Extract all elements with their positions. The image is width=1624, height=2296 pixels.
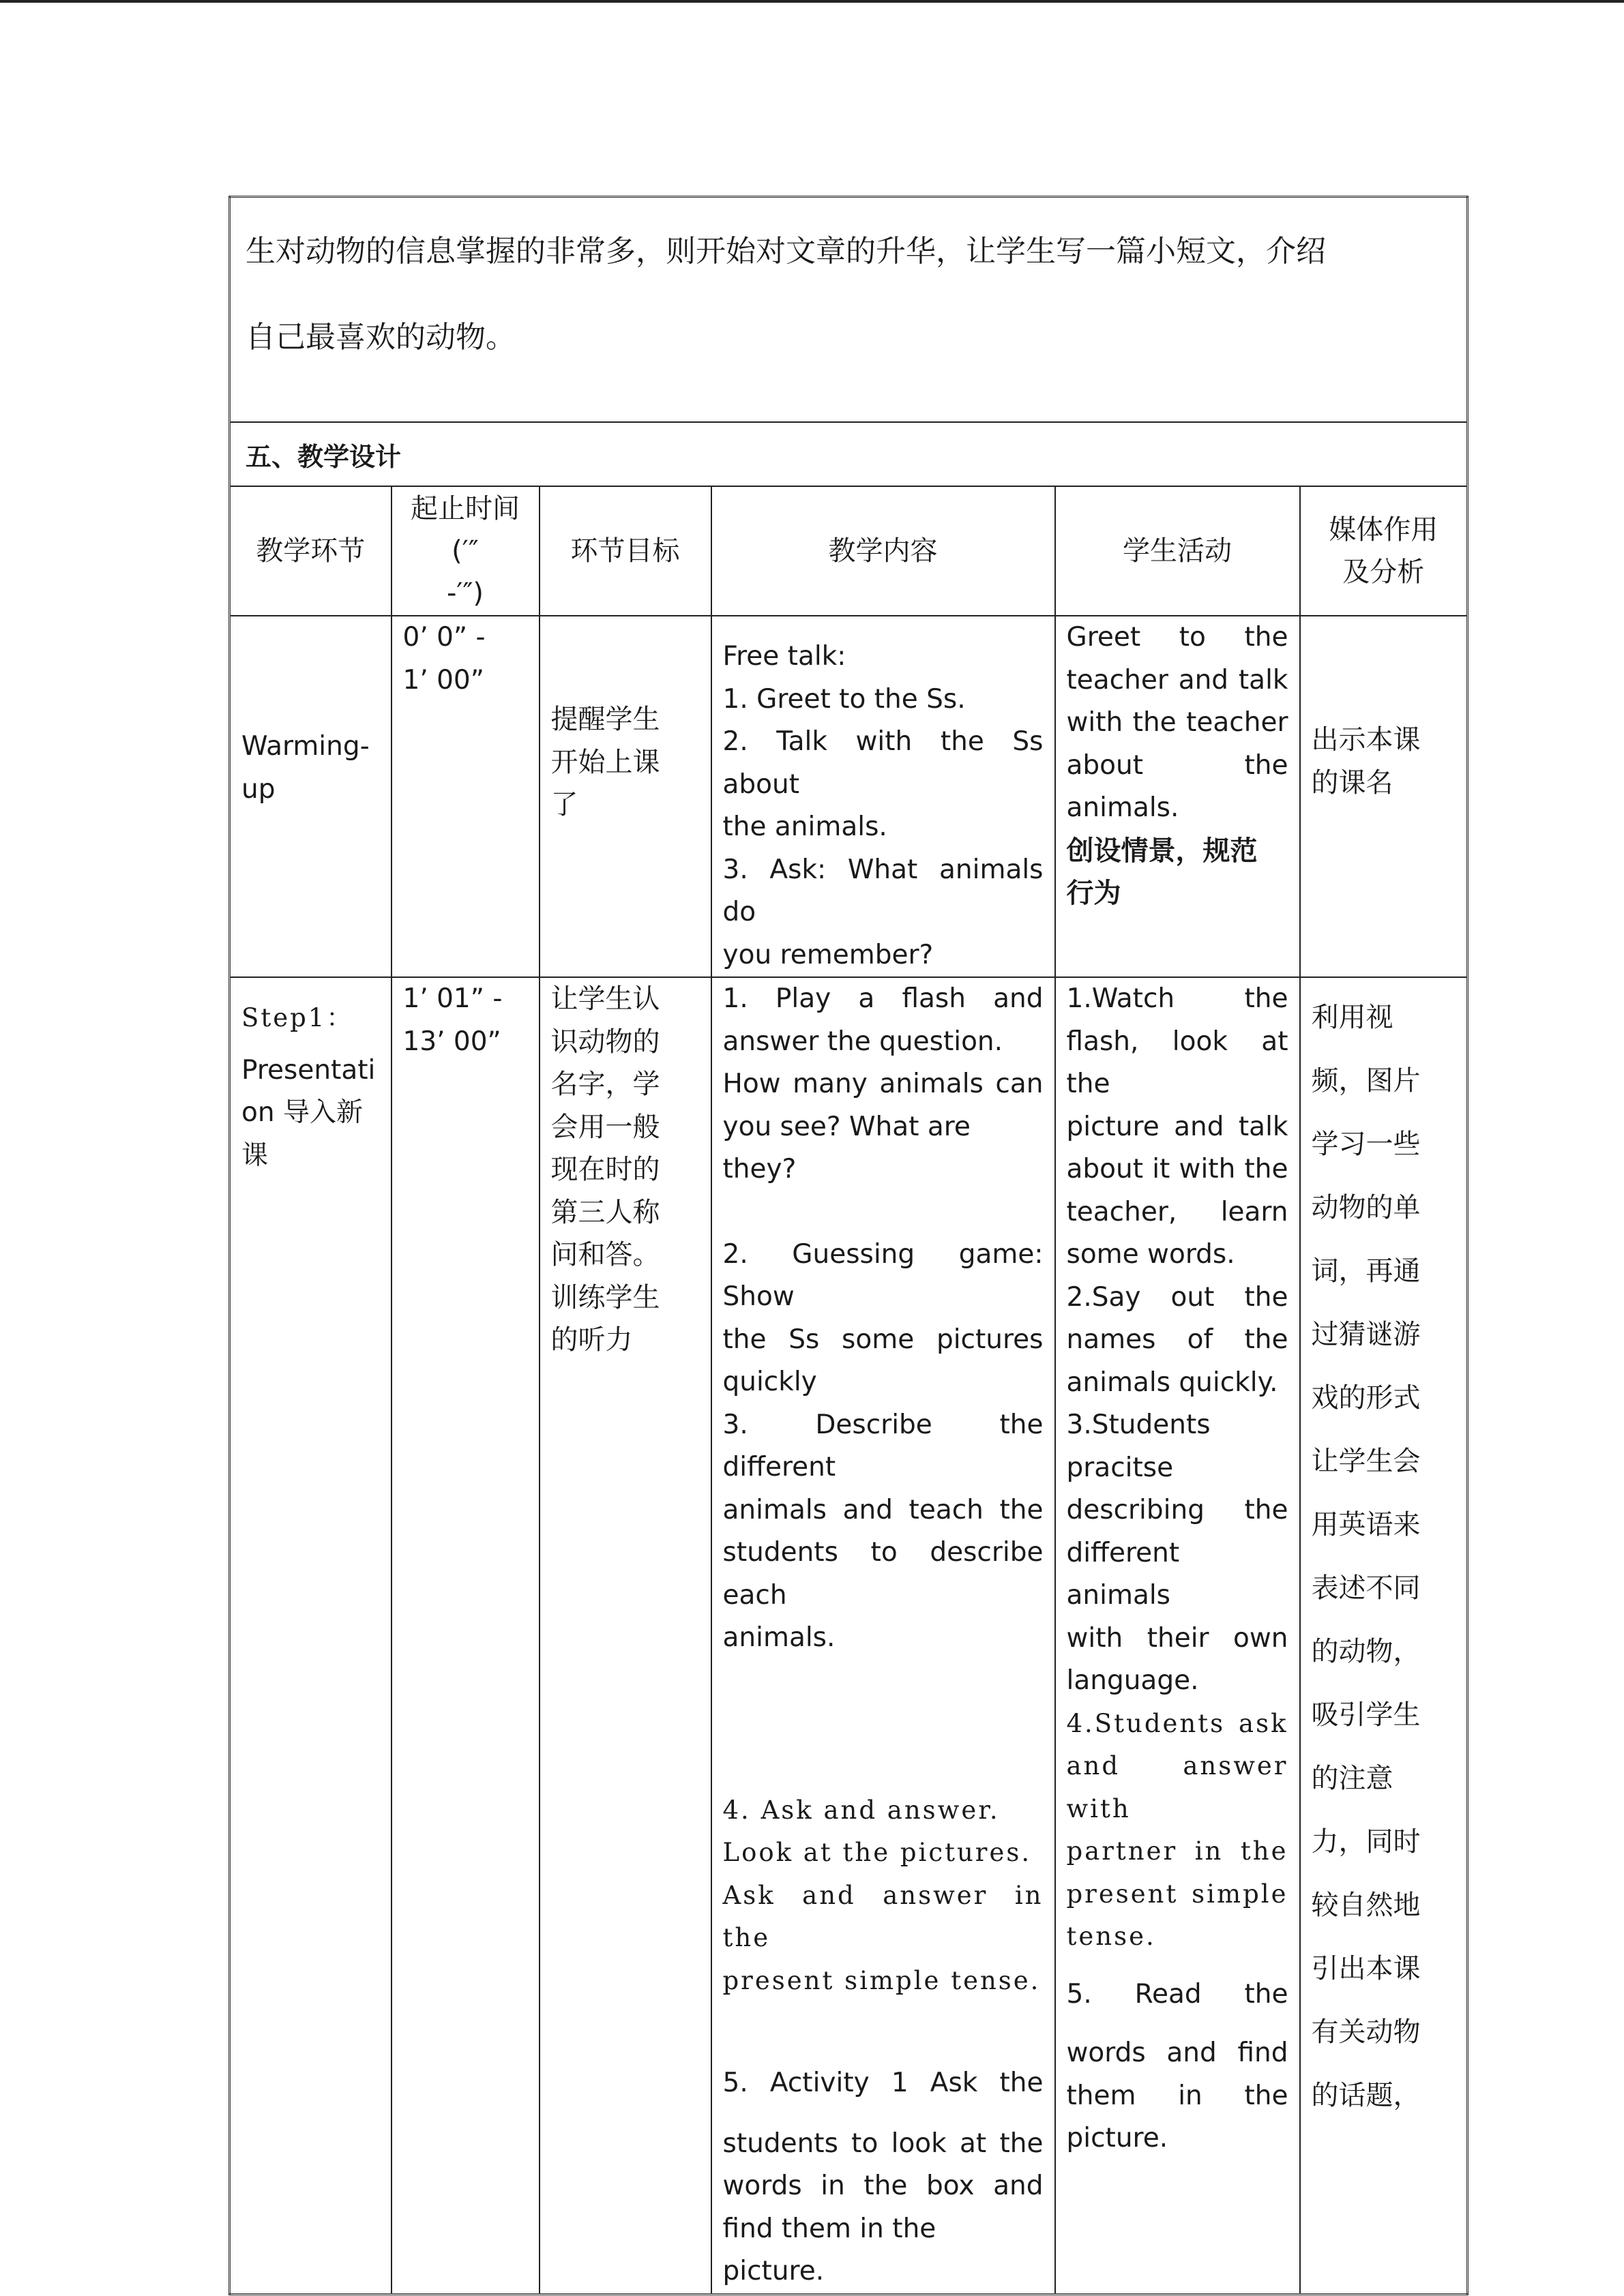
step1-stage-line-1: Step1：	[241, 1003, 354, 1032]
intro-paragraph	[230, 197, 1468, 423]
step1-activity-line: 3.Students	[1066, 1410, 1211, 1440]
step1-stage-line-3: on 导入新	[241, 1097, 363, 1128]
step1-activity-line: 4.Students ask	[1066, 1708, 1288, 1738]
step1-media-line: 表述不同	[1311, 1572, 1421, 1604]
step1-activity-line: pracitse	[1066, 1452, 1174, 1483]
step1-content	[711, 977, 1055, 2294]
warmup-media-line: 出示本课	[1311, 724, 1421, 756]
header-media	[1300, 486, 1468, 616]
warmup-activity-bold-line: 创设情景，规范	[1066, 835, 1258, 867]
step1-media-line: 较自然地	[1311, 1890, 1421, 1921]
step1-goal-line: 的听力	[550, 1324, 633, 1356]
warmup-activity-bold-line: 行为	[1066, 878, 1121, 909]
step1-stage-line-2: Presentati	[241, 1054, 376, 1086]
step1-activity-line: tense.	[1066, 1922, 1156, 1951]
warmup-media-line: 的课名	[1311, 766, 1393, 799]
step1-activity-line: present simple	[1066, 1879, 1288, 1909]
step1-content-line: animals.	[722, 1622, 836, 1653]
step1-media-line: 的注意	[1311, 1763, 1393, 1794]
step1-activity-line: words and find	[1066, 2038, 1288, 2068]
step1-media-line: 有关动物	[1311, 2016, 1421, 2048]
warmup-time-line-1: 0’ 0” -	[402, 622, 486, 653]
step1-activity-line: names of the	[1066, 1324, 1288, 1355]
step1-media-line: 动物的单	[1311, 1192, 1421, 1223]
header-stage: 教学环节	[230, 486, 392, 616]
step1-media-line: 的话题，	[1311, 2080, 1421, 2111]
warmup-goal-line: 了	[550, 789, 578, 820]
step1-stage-line-4: 课	[241, 1139, 269, 1171]
warmup-content-line: 1. Greet to the Ss.	[722, 683, 966, 715]
warmup-content-line: 3. Ask: What animals do	[722, 854, 1044, 927]
warmup-time	[392, 616, 540, 977]
warmup-time-line-2: 1’ 00”	[402, 664, 484, 696]
warmup-stage	[230, 616, 392, 977]
step1-media-line: 引出本课	[1311, 1953, 1421, 1984]
warmup-goal-line: 开始上课	[550, 746, 660, 778]
table-header-row	[230, 486, 1468, 616]
step1-media	[1300, 977, 1468, 2294]
step1-content-line: you see? What are they?	[722, 1111, 971, 1184]
warmup-content-line: 2. Talk with the Ss about	[722, 726, 1044, 800]
table-row-step1	[230, 977, 1468, 2294]
step1-activity-line: 2.Say out the	[1066, 1281, 1288, 1313]
header-media-line-2: 及分析	[1342, 556, 1425, 588]
header-time-line-3: -′″)	[446, 578, 484, 609]
step1-content-line: present simple tense.	[722, 1965, 1041, 1995]
step1-goal-line: 现在时的	[550, 1154, 660, 1185]
page-top-border	[0, 0, 1624, 3]
step1-activity-line: language.	[1066, 1665, 1199, 1696]
step1-time-line-2: 13’ 00”	[402, 1026, 501, 1057]
step1-activity-line: with their own	[1066, 1622, 1288, 1654]
step1-activity-line: different animals	[1066, 1537, 1180, 1611]
step1-goal-line: 第三人称	[550, 1196, 660, 1228]
step1-content-line: 4. Ask and answer.	[722, 1795, 1000, 1825]
step1-activity	[1055, 977, 1300, 2294]
warmup-media	[1300, 616, 1468, 977]
step1-content-line: students to look at the	[722, 2128, 1044, 2159]
step1-content-line: answer the question.	[722, 1026, 1003, 1057]
step1-goal-line: 训练学生	[550, 1281, 660, 1313]
warmup-goal	[540, 616, 711, 977]
warmup-activity-line: Greet to the	[1066, 622, 1288, 653]
step1-activity-line: about it with the	[1066, 1154, 1288, 1184]
step1-media-line: 吸引学生	[1311, 1699, 1421, 1731]
step1-content-line: Look at the pictures.	[722, 1838, 1032, 1867]
lesson-plan-table	[228, 196, 1468, 2295]
step1-media-line: 过猜谜游	[1311, 1319, 1421, 1350]
step1-activity-line: teacher, learn	[1066, 1196, 1288, 1227]
step1-content-line: find them in the picture.	[722, 2213, 936, 2286]
step1-activity-line: them in the	[1066, 2080, 1288, 2111]
header-media-line-1: 媒体作用	[1329, 514, 1438, 546]
step1-time	[392, 977, 540, 2294]
step1-goal-line: 问和答。	[550, 1239, 660, 1270]
step1-activity-line: flash, look at the	[1066, 1026, 1288, 1099]
step1-content-line: Ask and answer in the	[722, 1880, 1044, 1952]
warmup-activity	[1055, 616, 1300, 977]
step1-activity-line: 1.Watch the	[1066, 983, 1288, 1014]
table-row-warmup	[230, 616, 1468, 977]
step1-content-line: quickly	[722, 1367, 817, 1397]
step1-media-line: 用英语来	[1311, 1509, 1421, 1540]
step1-time-line-1: 1’ 01” -	[402, 983, 503, 1014]
header-time-line-1: 起止时间	[411, 493, 520, 524]
step1-media-line: 力，同时	[1311, 1826, 1421, 1858]
step1-media-line: 词，再通	[1311, 1255, 1421, 1287]
warmup-activity-line: about the	[1066, 749, 1288, 781]
warmup-activity-line: animals.	[1066, 792, 1179, 823]
step1-activity-line: animals quickly.	[1066, 1367, 1278, 1398]
section-title: 五、教学设计	[230, 422, 1468, 486]
step1-goal-line: 识动物的	[550, 1026, 660, 1058]
step1-content-line: words in the box and	[722, 2171, 1044, 2201]
step1-goal-line: 让学生认	[550, 983, 660, 1015]
step1-activity-line: and answer with	[1066, 1751, 1288, 1823]
header-time	[392, 486, 540, 616]
warmup-stage-line-2: up	[241, 773, 276, 805]
step1-content-line: 1. Play a flash and	[722, 983, 1044, 1014]
intro-line-2: 自己最喜欢的动物。	[246, 320, 516, 355]
step1-content-line: How many animals can	[722, 1069, 1044, 1099]
header-goal: 环节目标	[540, 486, 711, 616]
warmup-activity-line: teacher and talk	[1066, 664, 1288, 696]
step1-media-line: 频，图片	[1311, 1065, 1421, 1097]
step1-content-line: 2. Guessing game: Show	[722, 1238, 1044, 1312]
step1-goal-line: 名字，学	[550, 1069, 660, 1100]
step1-activity-line: partner in the	[1066, 1836, 1288, 1866]
step1-media-line: 让学生会	[1311, 1446, 1421, 1477]
warmup-content-line: Free talk:	[722, 641, 846, 672]
step1-activity-line: describing the	[1066, 1495, 1288, 1525]
step1-content-line: animals and teach the	[722, 1494, 1044, 1525]
step1-stage	[230, 977, 392, 2294]
step1-content-line: 5. Activity 1 Ask the	[722, 2068, 1044, 2098]
header-content: 教学内容	[711, 486, 1055, 616]
step1-content-line: students to describe each	[722, 1537, 1044, 1611]
step1-activity-line: 5. Read the	[1066, 1978, 1288, 2010]
step1-content-line: the Ss some pictures	[722, 1324, 1044, 1355]
step1-activity-line: picture.	[1066, 2123, 1168, 2153]
warmup-content-line: the animals.	[722, 811, 887, 842]
warmup-content-line: you remember?	[722, 939, 934, 970]
step1-media-line: 戏的形式	[1311, 1382, 1421, 1414]
step1-goal	[540, 977, 711, 2294]
step1-activity-line: some words.	[1066, 1239, 1235, 1270]
step1-media-line: 学习一些	[1311, 1129, 1421, 1160]
step1-media-line: 的动物，	[1311, 1636, 1421, 1667]
warmup-stage-line-1: Warming-	[241, 731, 370, 762]
step1-media-line: 利用视	[1311, 1002, 1393, 1033]
step1-content-line: 3. Describe the different	[722, 1409, 1044, 1482]
header-activity: 学生活动	[1055, 486, 1300, 616]
warmup-activity-line: with the teacher	[1066, 707, 1288, 738]
warmup-content	[711, 616, 1055, 977]
warmup-goal-line: 提醒学生	[550, 704, 660, 735]
intro-line-1: 生对动物的信息掌握的非常多，则开始对文章的升华，让学生写一篇小短文，介绍	[246, 234, 1326, 269]
step1-goal-line: 会用一般	[550, 1111, 660, 1143]
header-time-line-2: (′″	[452, 535, 479, 567]
step1-activity-line: picture and talk	[1066, 1111, 1288, 1142]
